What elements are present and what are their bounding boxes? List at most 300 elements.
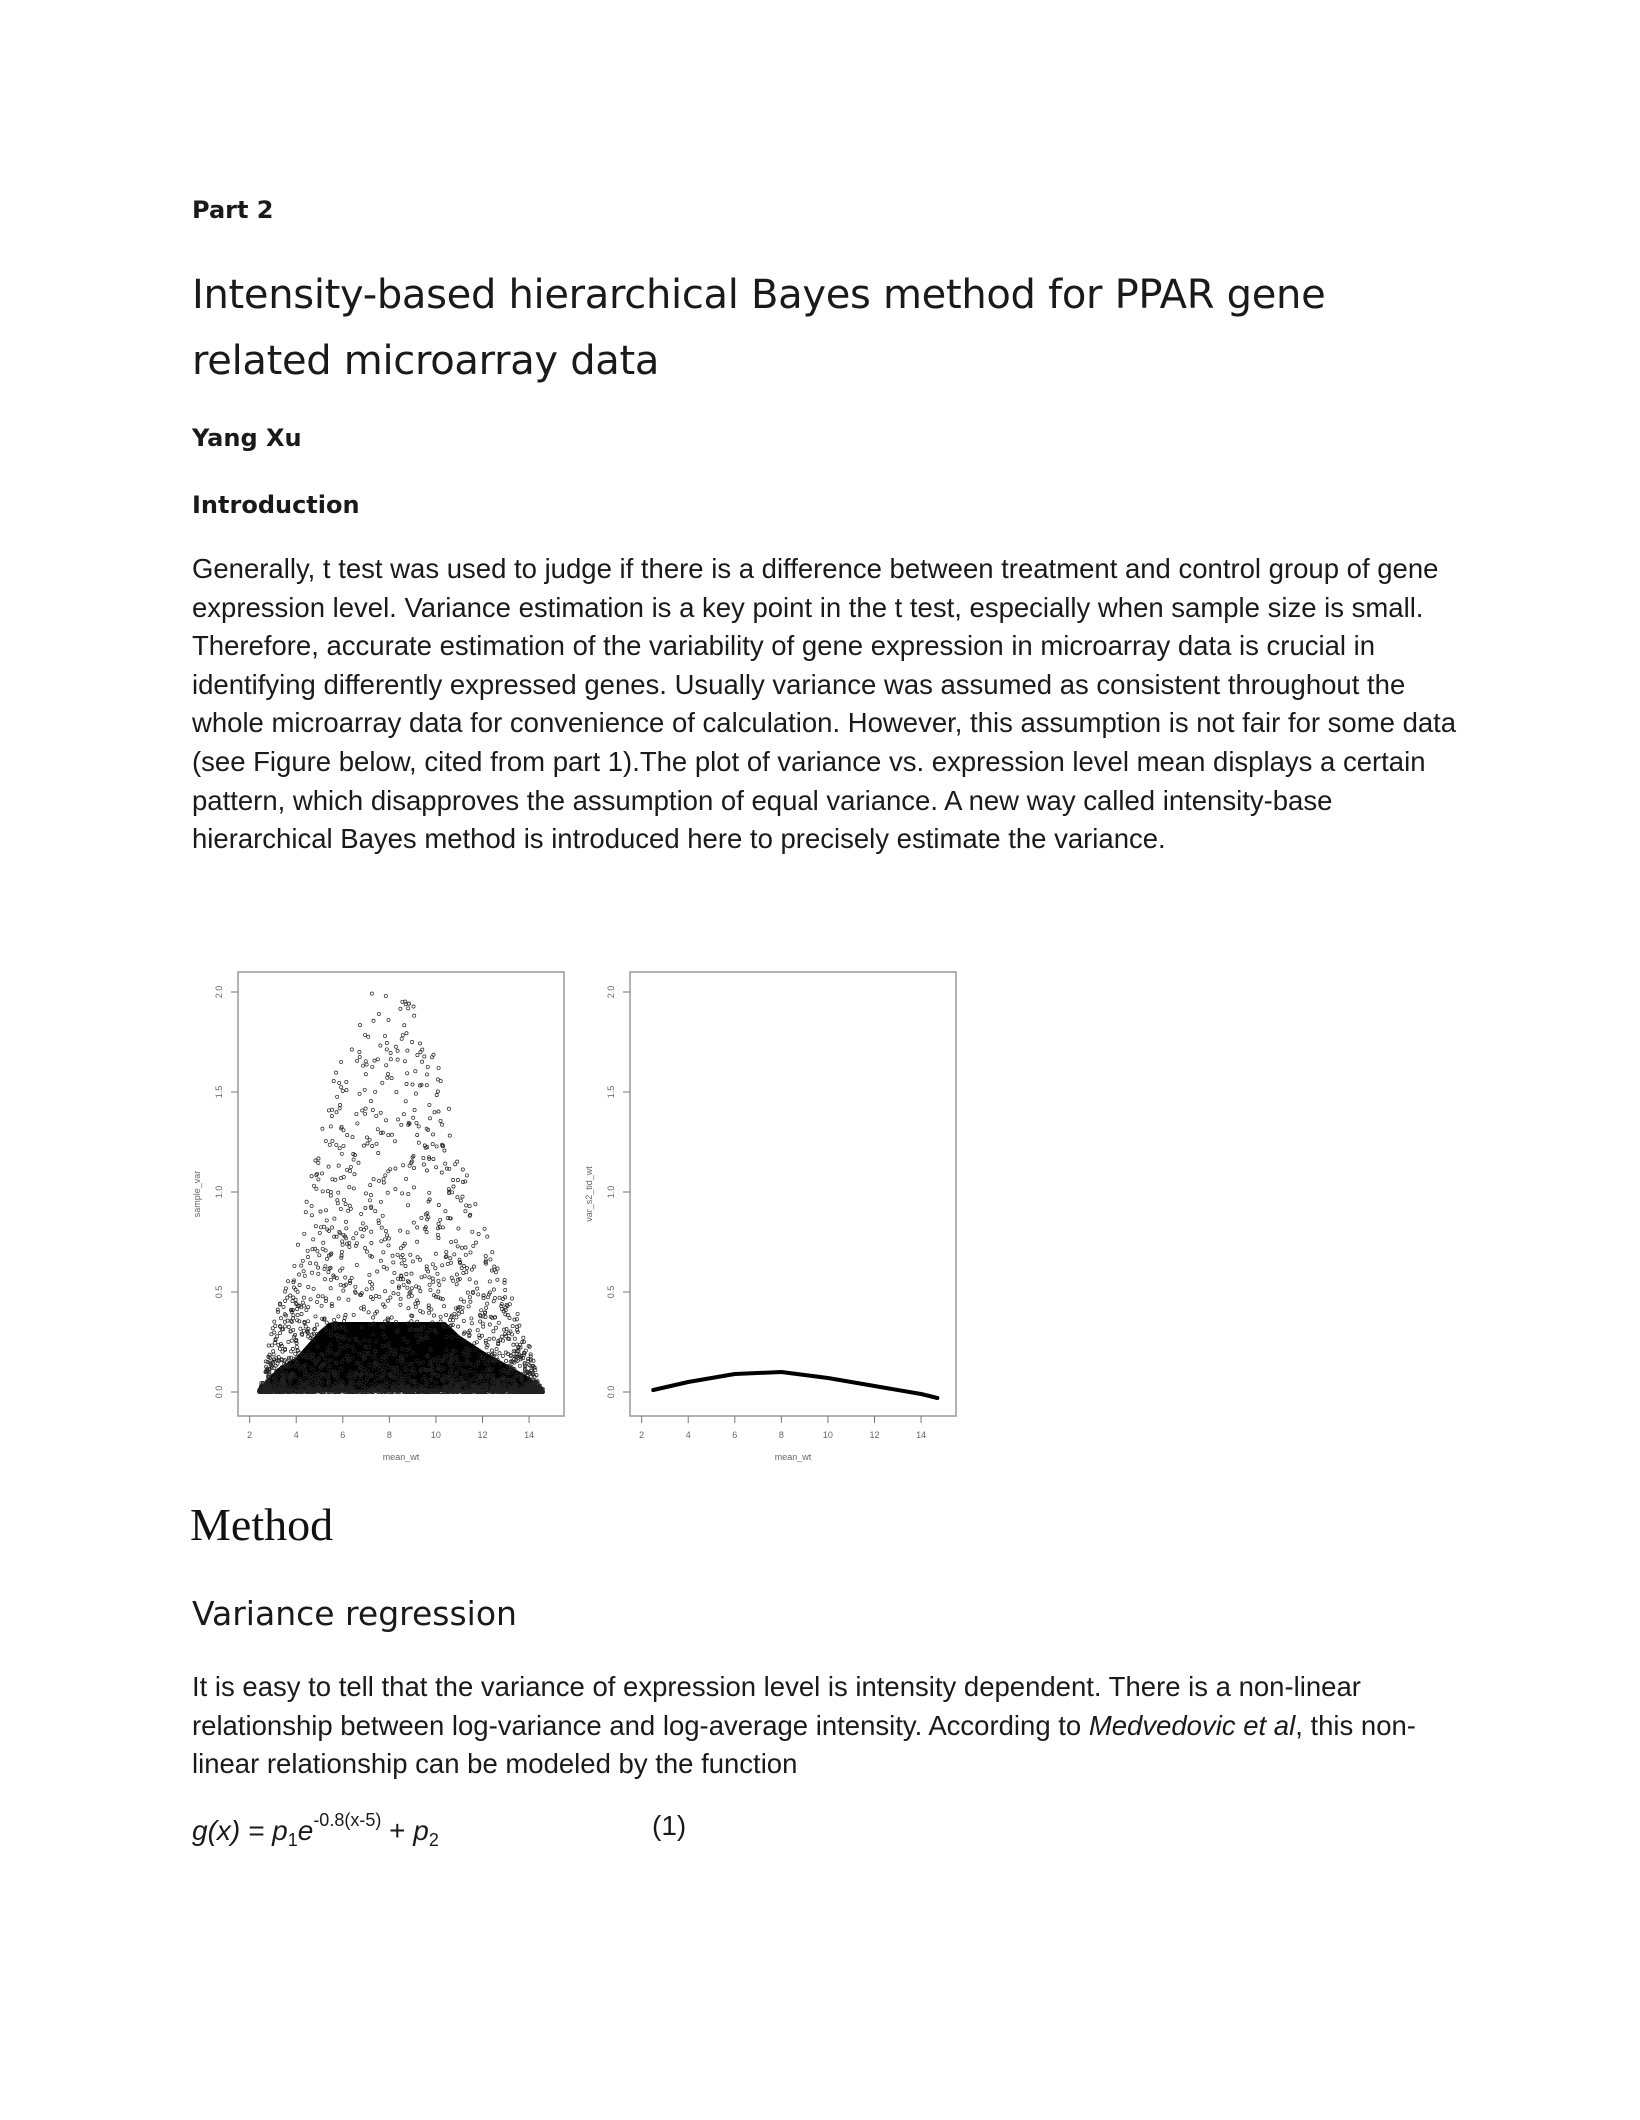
data-point	[500, 1303, 503, 1306]
data-point	[293, 1264, 296, 1267]
data-point	[405, 1177, 408, 1180]
data-point	[393, 1140, 396, 1143]
data-point	[326, 1190, 329, 1193]
data-point	[435, 1145, 438, 1148]
data-point	[402, 1113, 405, 1116]
data-point	[382, 1181, 385, 1184]
data-point	[493, 1265, 496, 1268]
data-point	[386, 1076, 389, 1079]
data-point	[294, 1352, 297, 1355]
eq-p2: p	[413, 1815, 429, 1846]
data-point	[457, 1325, 460, 1328]
data-point	[401, 1253, 404, 1256]
data-point	[383, 1034, 386, 1037]
y-tick-label: 1.5	[214, 1085, 224, 1099]
data-point	[414, 1092, 417, 1095]
data-point	[362, 1064, 365, 1067]
x-tick-label: 12	[869, 1430, 880, 1440]
data-point	[340, 1152, 343, 1155]
data-point	[375, 1294, 378, 1297]
data-point	[379, 1259, 382, 1262]
data-point	[391, 1280, 394, 1283]
data-point	[296, 1314, 299, 1317]
data-point	[452, 1185, 455, 1188]
data-point	[327, 1165, 330, 1168]
data-point	[399, 1303, 402, 1306]
data-point	[346, 1134, 349, 1137]
data-point	[456, 1160, 459, 1163]
data-point	[333, 1217, 336, 1220]
data-point	[310, 1214, 313, 1217]
data-point	[363, 1088, 366, 1091]
data-point	[272, 1353, 275, 1356]
y-tick-label: 1.5	[606, 1085, 616, 1099]
y-tick-label: 0.0	[606, 1385, 616, 1399]
data-point	[384, 1119, 387, 1122]
author-name: Yang Xu	[192, 424, 302, 452]
data-point	[369, 1194, 372, 1197]
data-point	[464, 1210, 467, 1213]
data-point	[368, 1199, 371, 1202]
data-point	[459, 1199, 462, 1202]
x-tick-label: 8	[386, 1430, 392, 1440]
data-point	[416, 1256, 419, 1259]
data-point	[341, 1089, 344, 1092]
equation-number: (1)	[652, 1810, 687, 1841]
data-point	[317, 1161, 320, 1164]
data-point	[437, 1066, 440, 1069]
data-point	[302, 1270, 305, 1273]
data-point	[434, 1252, 437, 1255]
data-point	[336, 1202, 339, 1205]
data-point	[516, 1312, 519, 1315]
data-point	[397, 1292, 400, 1295]
data-point	[321, 1190, 324, 1193]
data-point	[350, 1048, 353, 1051]
data-point	[339, 1283, 342, 1286]
data-point	[403, 1060, 406, 1063]
data-point	[384, 1230, 387, 1233]
y-tick-label: 0.0	[214, 1385, 224, 1399]
variance-regression-heading: Variance regression	[192, 1594, 517, 1633]
data-point	[412, 1186, 415, 1189]
data-point	[492, 1288, 495, 1291]
data-point	[371, 1144, 374, 1147]
data-point	[352, 1237, 355, 1240]
data-point	[284, 1290, 287, 1293]
data-point	[377, 1179, 380, 1182]
data-point	[411, 1260, 414, 1263]
data-point	[508, 1316, 511, 1319]
data-point	[390, 1316, 393, 1319]
data-point	[461, 1310, 464, 1313]
equation-1	[192, 1810, 792, 1860]
data-point	[301, 1259, 304, 1262]
data-point	[366, 1142, 369, 1145]
data-point	[418, 1042, 421, 1045]
variance-figure-svg	[190, 960, 980, 1470]
data-point	[355, 1263, 358, 1266]
data-point	[299, 1327, 302, 1330]
data-point	[340, 1250, 343, 1253]
data-point	[402, 1283, 405, 1286]
data-point	[464, 1246, 467, 1249]
data-point	[337, 1164, 340, 1167]
data-point	[431, 1133, 434, 1136]
data-point	[445, 1251, 448, 1254]
data-point	[486, 1235, 489, 1238]
data-point	[371, 1316, 374, 1319]
data-point	[342, 1198, 345, 1201]
data-point	[371, 1109, 374, 1112]
data-point	[361, 1222, 364, 1225]
data-point	[294, 1302, 297, 1305]
data-point	[344, 1203, 347, 1206]
data-point	[389, 1168, 392, 1171]
data-point	[374, 1210, 377, 1213]
data-point	[491, 1251, 494, 1254]
data-point	[394, 1167, 397, 1170]
data-point	[414, 1070, 417, 1073]
data-point	[466, 1291, 469, 1294]
data-point	[447, 1107, 450, 1110]
data-point	[380, 1226, 383, 1229]
data-point	[459, 1298, 462, 1301]
data-point	[348, 1279, 351, 1282]
eq-exponent: -0.8(x-5)	[313, 1810, 382, 1830]
data-point	[304, 1211, 307, 1214]
data-point	[317, 1295, 320, 1298]
data-point	[407, 1295, 410, 1298]
x-tick-label: 2	[247, 1430, 253, 1440]
data-point	[384, 1174, 387, 1177]
data-point	[479, 1320, 482, 1323]
data-point	[416, 1240, 419, 1243]
data-point	[348, 1186, 351, 1189]
data-point	[408, 1164, 411, 1167]
data-point	[331, 1226, 334, 1229]
x-tick-label: 2	[639, 1430, 645, 1440]
data-point	[400, 1123, 403, 1126]
data-point	[385, 1048, 388, 1051]
y-tick-label: 0.5	[606, 1285, 616, 1299]
data-point	[300, 1312, 303, 1315]
data-point	[318, 1231, 321, 1234]
data-point	[267, 1344, 270, 1347]
x-tick-label: 14	[916, 1430, 927, 1440]
data-point	[335, 1111, 338, 1114]
data-point	[476, 1329, 479, 1332]
data-point	[383, 1238, 386, 1241]
data-point	[435, 1093, 438, 1096]
data-point	[291, 1347, 294, 1350]
data-point	[511, 1325, 514, 1328]
data-point	[359, 1227, 362, 1230]
data-point	[273, 1320, 276, 1323]
data-point	[446, 1262, 449, 1265]
data-point	[349, 1170, 352, 1173]
data-point	[291, 1300, 294, 1303]
data-point	[423, 1275, 426, 1278]
data-point	[420, 1060, 423, 1063]
data-point	[389, 1296, 392, 1299]
data-point	[461, 1168, 464, 1171]
data-point	[329, 1278, 332, 1281]
method-text-part1: It is easy to tell that the variance of expression level is intensity dependent. There is a non-linear relationship between log-variance and log-average intensity. According to	[192, 1671, 1361, 1741]
data-point	[422, 1157, 425, 1160]
data-point	[400, 1262, 403, 1265]
data-point	[425, 1073, 428, 1076]
data-point	[393, 1271, 396, 1274]
data-point	[432, 1314, 435, 1317]
data-point	[439, 1119, 442, 1122]
data-point	[307, 1335, 310, 1338]
eq-plus: +	[381, 1815, 414, 1846]
data-point	[306, 1249, 309, 1252]
data-point	[358, 1024, 361, 1027]
data-point	[409, 1253, 412, 1256]
data-point	[364, 1206, 367, 1209]
line-plot-fitted-var	[584, 972, 956, 1462]
data-point	[320, 1304, 323, 1307]
data-point	[403, 1258, 406, 1261]
data-point	[516, 1328, 519, 1331]
data-point	[317, 1178, 320, 1181]
data-point	[420, 1276, 423, 1279]
data-point	[440, 1171, 443, 1174]
data-point	[382, 1251, 385, 1254]
data-point	[494, 1326, 497, 1329]
data-point	[376, 1058, 379, 1061]
data-point	[425, 1230, 428, 1233]
data-point	[364, 1107, 367, 1110]
data-point	[461, 1195, 464, 1198]
data-point	[356, 1059, 359, 1062]
data-point	[317, 1266, 320, 1269]
data-point	[468, 1278, 471, 1281]
data-point	[312, 1238, 315, 1241]
data-point	[379, 1111, 382, 1114]
data-point	[340, 1256, 343, 1259]
data-point	[354, 1285, 357, 1288]
data-point	[407, 1007, 410, 1010]
x-tick-label: 6	[340, 1430, 346, 1440]
data-point	[300, 1264, 303, 1267]
y-tick-label: 0.5	[214, 1285, 224, 1299]
data-point	[324, 1139, 327, 1142]
data-point	[314, 1159, 317, 1162]
data-point	[465, 1204, 468, 1207]
data-point	[368, 1273, 371, 1276]
data-point	[387, 1237, 390, 1240]
data-point	[497, 1321, 500, 1324]
data-point	[454, 1240, 457, 1243]
data-point	[338, 1147, 341, 1150]
plot-frame	[630, 972, 956, 1416]
data-point	[365, 1136, 368, 1139]
data-point	[317, 1272, 320, 1275]
series-line	[653, 1372, 937, 1398]
data-point	[349, 1207, 352, 1210]
data-point	[374, 1090, 377, 1093]
eq-p1-sub: 1	[287, 1830, 298, 1850]
data-point	[327, 1109, 330, 1112]
data-point	[452, 1178, 455, 1181]
data-point	[415, 1121, 418, 1124]
data-point	[376, 1270, 379, 1273]
x-tick-label: 10	[822, 1430, 833, 1440]
data-point	[411, 1083, 414, 1086]
data-point	[467, 1305, 470, 1308]
data-point	[358, 1092, 361, 1095]
data-point	[488, 1337, 491, 1340]
data-point	[460, 1267, 463, 1270]
eq-e: e	[297, 1815, 314, 1846]
data-point	[488, 1323, 491, 1326]
data-point	[364, 1192, 367, 1195]
data-point	[392, 1261, 395, 1264]
data-point	[410, 1287, 413, 1290]
data-point	[470, 1268, 473, 1271]
data-point	[488, 1280, 491, 1283]
data-point	[310, 1175, 313, 1178]
data-point	[437, 1203, 440, 1206]
data-point	[328, 1143, 331, 1146]
data-point	[457, 1227, 460, 1230]
x-tick-label: 4	[293, 1430, 299, 1440]
data-point	[331, 1139, 334, 1142]
data-point	[405, 1032, 408, 1035]
data-point	[302, 1296, 305, 1299]
data-point	[483, 1227, 486, 1230]
data-point	[486, 1302, 489, 1305]
data-point	[492, 1337, 495, 1340]
data-point	[350, 1276, 353, 1279]
data-point	[444, 1162, 447, 1165]
data-point	[368, 1138, 371, 1141]
data-point	[486, 1296, 489, 1299]
data-point	[428, 1117, 431, 1120]
data-point	[430, 1308, 433, 1311]
data-point	[515, 1343, 518, 1346]
data-point	[437, 1290, 440, 1293]
y-tick-label: 1.0	[606, 1185, 616, 1199]
data-point	[364, 1060, 367, 1063]
data-point	[465, 1174, 468, 1177]
equation-formula	[192, 1810, 439, 1851]
data-point	[439, 1315, 442, 1318]
data-point	[495, 1348, 498, 1351]
data-point	[406, 1204, 409, 1207]
data-point	[441, 1123, 444, 1126]
data-point	[371, 1297, 374, 1300]
data-point	[370, 992, 373, 995]
data-point	[489, 1258, 492, 1261]
data-point	[510, 1297, 513, 1300]
data-point	[375, 1142, 378, 1145]
data-point	[453, 1253, 456, 1256]
data-point	[518, 1364, 521, 1367]
data-point	[325, 1321, 328, 1324]
data-point	[492, 1300, 495, 1303]
data-point	[412, 1166, 415, 1169]
data-point	[400, 1037, 403, 1040]
data-point	[396, 1253, 399, 1256]
data-point	[382, 1265, 385, 1268]
x-axis-label: mean_wt	[382, 1452, 420, 1462]
data-point	[329, 1287, 332, 1290]
data-point	[433, 1111, 436, 1114]
data-point	[282, 1305, 285, 1308]
data-point	[399, 1229, 402, 1232]
y-tick-label: 2.0	[606, 985, 616, 999]
data-point	[436, 1272, 439, 1275]
data-point	[338, 1107, 341, 1110]
data-point	[281, 1350, 284, 1353]
data-point	[438, 1283, 441, 1286]
data-point	[284, 1287, 287, 1290]
data-point	[345, 1227, 348, 1230]
y-tick-label: 1.0	[214, 1185, 224, 1199]
data-point	[376, 1128, 379, 1131]
data-point	[321, 1247, 324, 1250]
data-point	[342, 1129, 345, 1132]
data-point	[436, 1233, 439, 1236]
data-point	[337, 1191, 340, 1194]
data-point	[369, 1100, 372, 1103]
data-point	[339, 1207, 342, 1210]
data-point	[498, 1296, 501, 1299]
data-point	[399, 1297, 402, 1300]
data-point	[474, 1241, 477, 1244]
data-point	[444, 1255, 447, 1258]
data-point	[303, 1232, 306, 1235]
data-point	[413, 1014, 416, 1017]
data-point	[402, 1164, 405, 1167]
data-point	[279, 1317, 282, 1320]
data-point	[363, 1228, 366, 1231]
data-point	[416, 1226, 419, 1229]
x-tick-label: 10	[430, 1430, 441, 1440]
data-point	[276, 1335, 279, 1338]
data-point	[474, 1203, 477, 1206]
data-point	[387, 1018, 390, 1021]
data-point	[385, 1267, 388, 1270]
data-point	[384, 994, 387, 997]
introduction-heading: Introduction	[192, 491, 360, 519]
y-axis-label: sample_var	[192, 1170, 202, 1218]
data-point	[314, 1225, 317, 1228]
data-point	[340, 1086, 343, 1089]
x-tick-label: 6	[732, 1430, 738, 1440]
eq-p1: p	[272, 1815, 288, 1846]
data-point	[441, 1264, 444, 1267]
data-point	[437, 1222, 440, 1225]
data-point	[375, 1114, 378, 1117]
data-point	[360, 1212, 363, 1215]
data-point	[332, 1080, 335, 1083]
data-point	[512, 1343, 515, 1346]
data-point	[428, 1283, 431, 1286]
data-point	[338, 1081, 341, 1084]
data-point	[412, 1005, 415, 1008]
data-point	[504, 1288, 507, 1291]
data-point	[312, 1287, 315, 1290]
data-point	[434, 1267, 437, 1270]
data-point	[317, 1157, 320, 1160]
data-point	[421, 1311, 424, 1314]
x-axis-label: mean_wt	[774, 1452, 812, 1462]
